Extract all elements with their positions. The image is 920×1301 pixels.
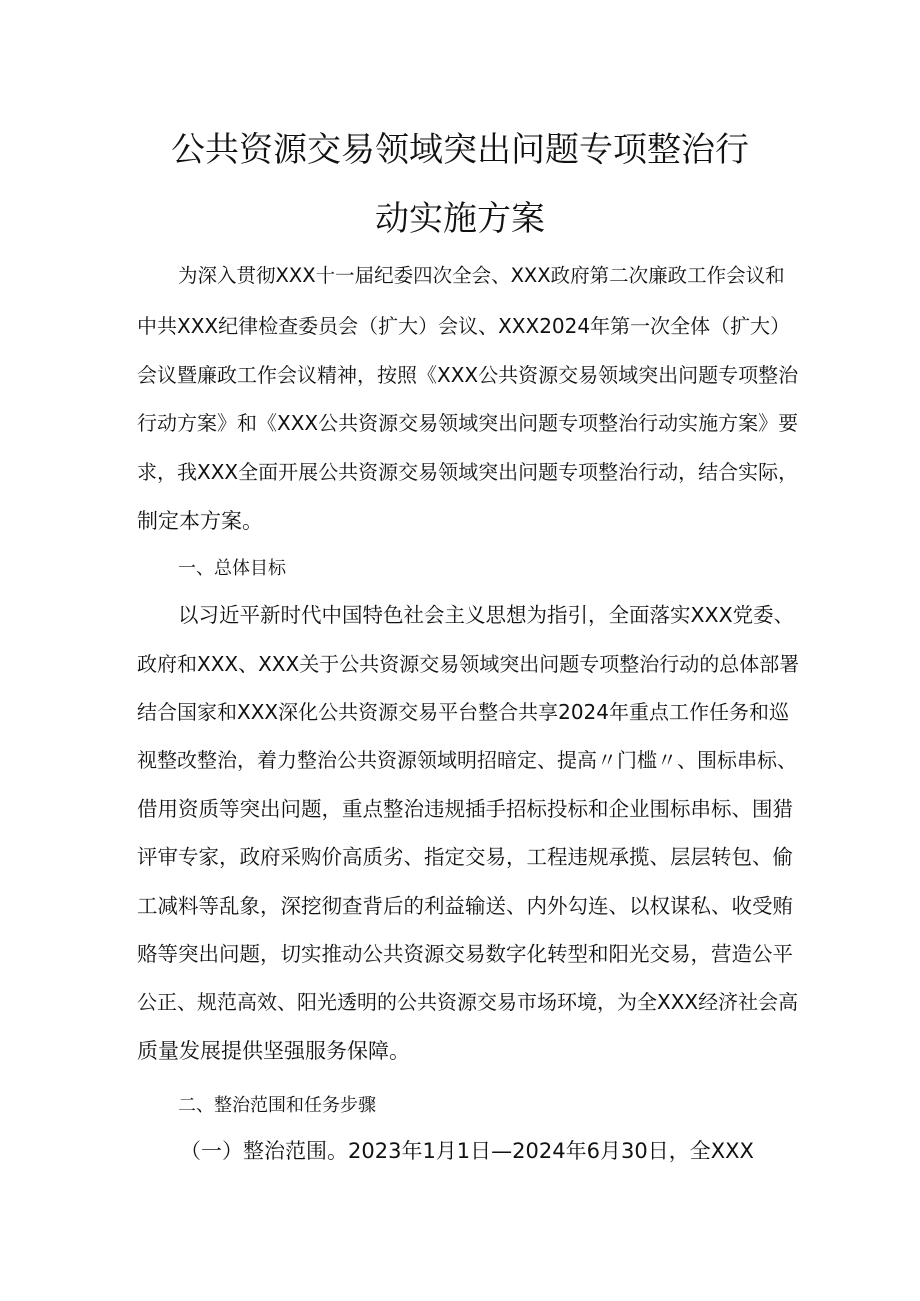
section-1-line-10: 质量发展提供坚强服务保障。 — [137, 1039, 410, 1063]
section-1-line-7: 工减料等乱象，深挖彻查背后的利益输送、内外勾连、以权谋私、收受贿 — [137, 894, 793, 918]
intro-line-6: 制定本方案。 — [137, 509, 263, 533]
section-1-line-5: 借用资质等突出问题，重点整治违规插手招标投标和企业围标串标、围猎 — [137, 797, 793, 821]
document-title-line-1: 公共资源交易领域突出问题专项整治行 — [171, 130, 749, 170]
intro-line-2: 中共XXX纪律检查委员会（扩大）会议、XXX2024年第一次全体（扩大） — [137, 314, 791, 338]
section-1-heading: 一、总体目标 — [178, 558, 286, 579]
section-1-line-4: 视整改整治，着力整治公共资源领域明招暗定、提高〃门槛〃、围标串标、 — [137, 748, 797, 772]
intro-line-5: 求，我XXX全面开展公共资源交易领域突出问题专项整治行动，结合实际， — [137, 460, 799, 484]
section-1-line-3: 结合国家和XXX深化公共资源交易平台整合共享2024年重点工作任务和巡 — [137, 700, 790, 724]
intro-line-4: 行动方案》和《XXX公共资源交易领域突出问题专项整治行动实施方案》要 — [137, 411, 799, 435]
section-1-line-2: 政府和XXX、XXX关于公共资源交易领域突出问题专项整治行动的总体部署 — [137, 652, 800, 676]
section-1-line-8: 赂等突出问题，切实推动公共资源交易数字化转型和阳光交易，营造公平 — [137, 942, 793, 966]
section-1-line-1: 以习近平新时代中国特色社会主义思想为指引，全面落实XXX党委、 — [178, 603, 795, 627]
intro-line-3: 会议暨廉政工作会议精神，按照《XXX公共资源交易领域突出问题专项整治 — [137, 363, 799, 387]
section-2-subsection-line: （一）整治范围。2023年1月1日—2024年6月30日，全XXX — [180, 1139, 754, 1163]
section-1-line-9: 公正、规范高效、阳光透明的公共资源交易市场环境，为全XXX经济社会高 — [137, 990, 799, 1014]
section-2-heading: 二、整治范围和任务步骤 — [178, 1095, 376, 1116]
section-1-line-6: 评审专家，政府采购价高质劣、指定交易，工程违规承揽、层层转包、偷 — [137, 845, 793, 869]
document-title-line-2: 动实施方案 — [375, 199, 545, 239]
intro-line-1: 为深入贯彻XXX十一届纪委四次全会、XXX政府第二次廉政工作会议和 — [178, 264, 785, 287]
